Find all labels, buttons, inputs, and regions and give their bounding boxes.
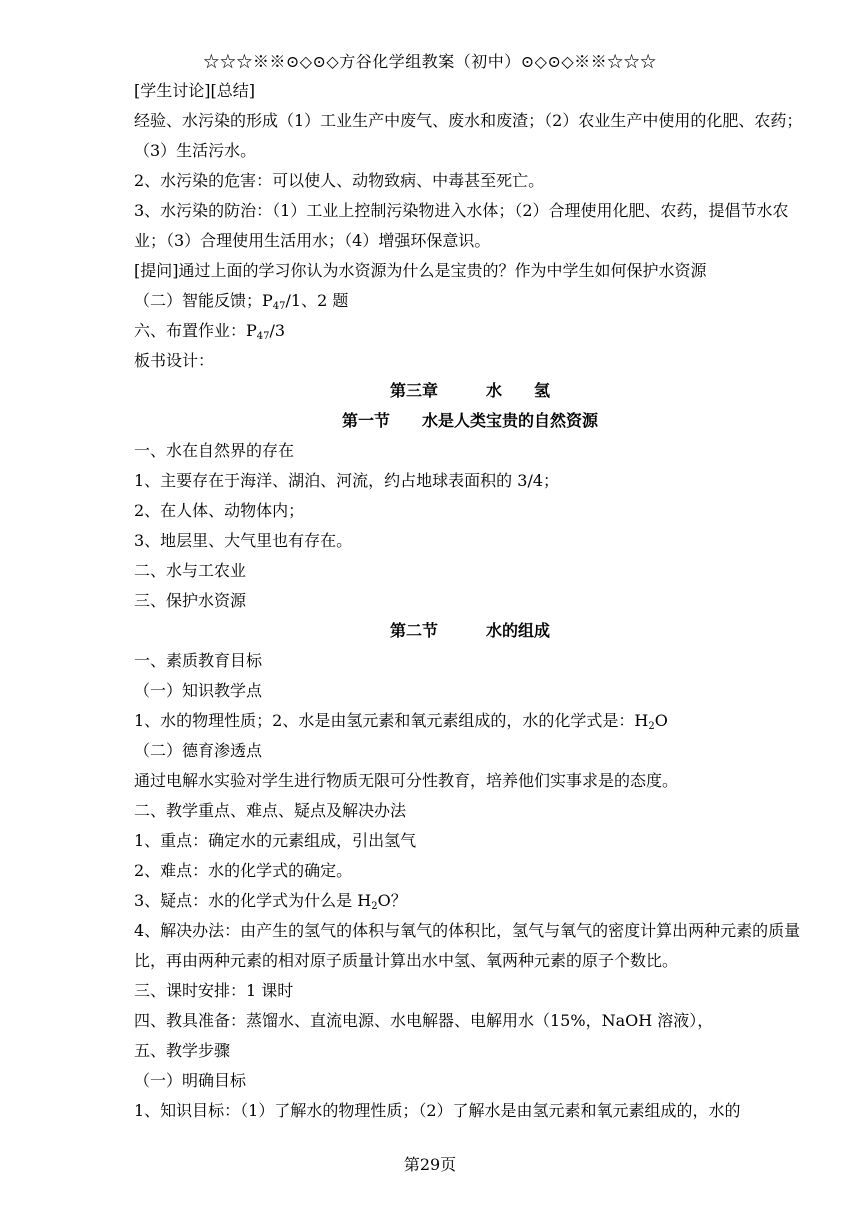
- text-run: （二）智能反馈；P: [134, 291, 273, 310]
- text-line: 通过电解水实验对学生进行物质无限可分性教育，培养他们实事求是的态度。: [134, 771, 679, 790]
- subscript: 47: [272, 301, 286, 312]
- text-line: 2、在人体、动物体内；: [134, 501, 305, 520]
- text-run: /1、2 题: [285, 291, 349, 310]
- document-body: [134, 76, 806, 1126]
- text-line: [提问]通过上面的学习你认为水资源为什么是宝贵的？作为中学生如何保护水资源: [134, 261, 707, 280]
- chapter-heading: 第三章 水 氢: [389, 381, 550, 400]
- text-run: O？: [377, 891, 407, 910]
- subscript: 2: [371, 901, 378, 912]
- text-line: 1、重点：确定水的元素组成，引出氢气: [134, 831, 417, 850]
- text-line: [学生讨论][总结]: [134, 81, 255, 100]
- subscript: 47: [256, 331, 270, 342]
- page-number: 第29页: [403, 1155, 457, 1174]
- text-paragraph: 经验、水污染的形成（1）工业生产中废气、废水和废渣；（2）农业生产中使用的化肥、农药；（3）生活污水。: [134, 111, 803, 160]
- text-line: 二、水与工农业: [134, 561, 247, 580]
- text-line: 1、知识目标：（1）了解水的物理性质；（2）了解水是由氢元素和氧元素组成的，水的: [134, 1101, 741, 1120]
- text-line: 四、教具准备：蒸馏水、直流电源、水电解器、电解用水（15%，NaOH 溶液），: [134, 1011, 714, 1030]
- text-line: 一、水在自然界的存在: [134, 441, 295, 460]
- text-run: 1、水的物理性质；2、水是由氢元素和氧元素组成的，水的化学式是：H: [134, 711, 649, 730]
- page-header: ☆☆☆※※⊙◇⊙◇方谷化学组教案（初中）⊙◇⊙◇※※☆☆☆: [203, 52, 657, 71]
- text-run: 3、疑点：水的化学式为什么是 H: [134, 891, 372, 910]
- text-line: [134, 706, 806, 736]
- text-run: O: [654, 711, 668, 730]
- text-line: [134, 316, 806, 346]
- text-line: （一）明确目标: [134, 1071, 247, 1090]
- text-line: 五、教学步骤: [134, 1041, 231, 1060]
- text-line: 2、难点：水的化学式的确定。: [134, 861, 353, 880]
- text-paragraph: 3、水污染的防治：（1）工业上控制污染物进入水体；（2）合理使用化肥、农药，提倡节水农业；（3）合理使用生活用水；（4）增强环保意识。: [134, 201, 789, 250]
- text-line: 3、地层里、大气里也有存在。: [134, 531, 353, 550]
- text-line: （二）德育渗透点: [134, 741, 263, 760]
- text-line: 1、主要存在于海洋、湖泊、河流，约占地球表面积的 3/4；: [134, 471, 560, 490]
- text-paragraph: 4、解决办法：由产生的氢气的体积与氧气的体积比，氢气与氧气的密度计算出两种元素的质量比，再由两种元素的相对原子质量计算出水中氢、氧两种元素的原子个数比。: [134, 921, 801, 970]
- text-line: [134, 886, 806, 916]
- text-line: 2、水污染的危害：可以使人、动物致病、中毒甚至死亡。: [134, 171, 545, 190]
- text-run: 六、布置作业：P: [134, 321, 257, 340]
- text-line: 一、素质教育目标: [134, 651, 263, 670]
- text-line: （一）知识教学点: [134, 681, 263, 700]
- text-line: [134, 286, 806, 316]
- text-line: 三、保护水资源: [134, 591, 247, 610]
- section-heading: 第一节 水是人类宝贵的自然资源: [341, 411, 598, 430]
- text-line: 板书设计：: [134, 351, 215, 370]
- text-line: 二、教学重点、难点、疑点及解决办法: [134, 801, 407, 820]
- text-run: /3: [269, 321, 286, 340]
- text-line: 三、课时安排：1 课时: [134, 981, 294, 1000]
- subscript: 2: [648, 721, 655, 732]
- section-heading: 第二节 水的组成: [389, 621, 550, 640]
